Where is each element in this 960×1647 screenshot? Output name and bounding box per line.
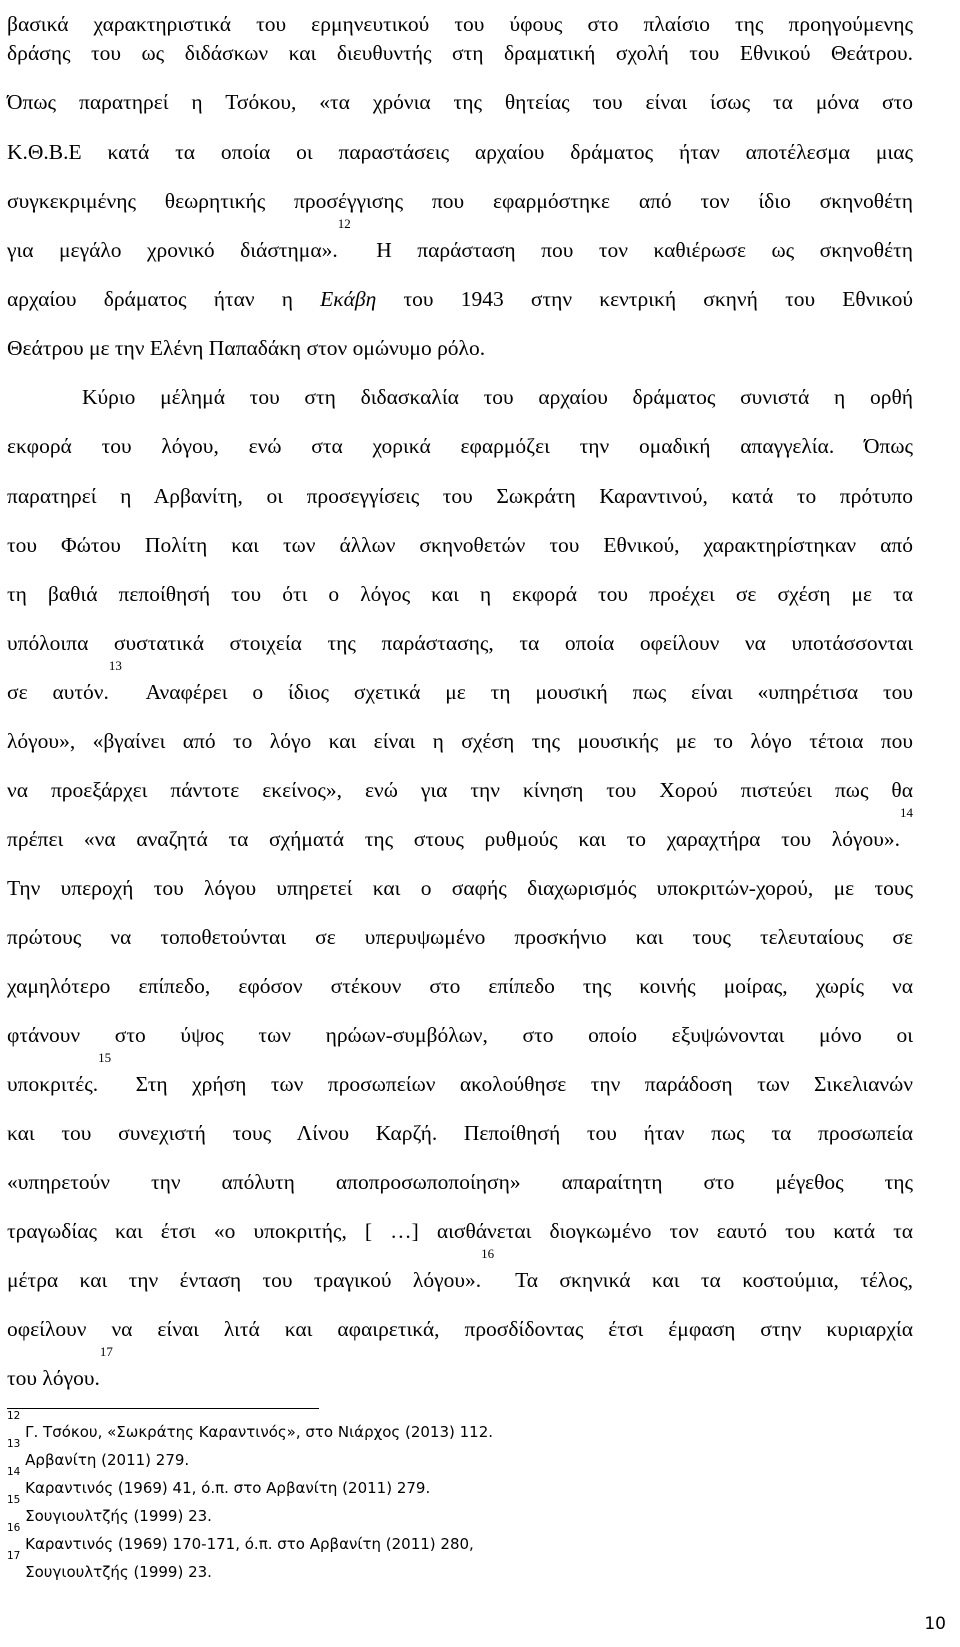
body-line — [7, 1050, 913, 1108]
text-run: φτάνουν στο ύψος των ηρώων-συμβόλων, στο οποίο εξυψώνονται μόνο οι — [7, 1023, 913, 1047]
body-line — [7, 1207, 913, 1255]
text-run: Τα σκηνικά και τα κοστούμια, τέλος, — [494, 1268, 913, 1292]
text-run: Κύριο μέλημά του στη διδασκαλία του αρχαίου δράματος συνιστά η ορθή — [82, 385, 913, 409]
body-line — [7, 29, 913, 77]
paragraph-first-line — [82, 373, 913, 421]
text-run: Την υπεροχή του λόγου υπηρετεί και ο σαφής διαχωρισμός υποκριτών-χορού, με τους — [7, 876, 913, 900]
footnote-text: Σουγιουλτζής (1999) 23. — [25, 1507, 212, 1525]
footnote-text: Καραντινός (1969) 41, ό.π. στο Αρβανίτη (2011) 279. — [25, 1479, 431, 1497]
text-run: πρέπει «να αναζητά τα σχήματά της στους ρυθμούς και το χαραχτήρα του λόγου». — [7, 827, 900, 851]
footnote — [7, 1438, 190, 1474]
footnote-text: Σουγιουλτζής (1999) 23. — [25, 1563, 212, 1581]
body-line — [7, 864, 913, 912]
footnote — [7, 1522, 474, 1558]
text-run: Αναφέρει ο ίδιος σχετικά με τη μουσική πως είναι «υπηρέτισα του — [121, 680, 913, 704]
text-run: για μεγάλο χρονικό διάστημα». — [7, 238, 338, 262]
text-run: βασικά χαρακτηριστικά του ερμηνευτικού του ύφους στο πλαίσιο της προηγούμενης — [7, 12, 913, 36]
text-run: Όπως παρατηρεί η Τσόκου, «τα χρόνια της θητείας του είναι ίσως τα μόνα στο — [7, 90, 913, 114]
body-line — [7, 1246, 913, 1304]
footnote — [7, 1550, 212, 1586]
body-line — [7, 1305, 913, 1353]
body-line — [7, 472, 913, 520]
body-line — [7, 913, 913, 961]
footnote-number: 15 — [7, 1494, 21, 1506]
footnote-number: 17 — [7, 1550, 21, 1562]
text-run: υπόλοιπα συστατικά στοιχεία της παράστασης, τα οποία οφείλουν να υποτάσσονται — [7, 631, 913, 655]
body-line — [7, 177, 913, 225]
footnote-text: Γ. Τσόκου, «Σωκράτης Καραντινός», στο Νιάρχος (2013) 112. — [25, 1423, 494, 1441]
footnote-reference: 12 — [337, 216, 351, 231]
text-run: σε αυτόν. — [7, 680, 109, 704]
text-run: χαμηλότερο επίπεδο, εφόσον στέκουν στο επίπεδο της κοινής μοίρας, χωρίς να — [7, 974, 913, 998]
body-line — [7, 805, 913, 863]
footnote-number: 12 — [7, 1410, 21, 1422]
footnote-reference: 14 — [900, 805, 913, 820]
body-line — [7, 1344, 913, 1402]
text-run: παρατηρεί η Αρβανίτη, οι προσεγγίσεις του Σωκράτη Καραντινού, κατά το πρότυπο — [7, 484, 913, 508]
text-run: και του συνεχιστή τους Λίνου Καρζή. Πεποίθησή του ήταν πως τα προσωπεία — [7, 1121, 913, 1145]
footnote-reference: 15 — [98, 1050, 112, 1065]
text-run: δράσης του ως διδάσκων και διευθυντής στη δραματική σχολή του Εθνικού Θεάτρου. — [7, 41, 913, 65]
footnote-separator — [7, 1408, 319, 1409]
body-line — [7, 128, 913, 176]
text-run: να προεξάρχει πάντοτε εκείνος», ενώ για την κίνηση του Χορού πιστεύει πως θα — [7, 778, 913, 802]
text-run: Στη χρήση των προσωπείων ακολούθησε την παράδοση των Σικελιανών — [111, 1072, 913, 1096]
footnote-text: Καραντινός (1969) 170-171, ό.π. στο Αρβανίτη (2011) 280, — [25, 1535, 474, 1553]
footnote-number: 16 — [7, 1522, 21, 1534]
body-line — [7, 766, 913, 814]
text-run: τη βαθιά πεποίθησή του ότι ο λόγος και η εκφορά του προέχει σε σχέση με τα — [7, 582, 913, 606]
body-line — [7, 717, 913, 765]
footnote-number: 14 — [7, 1466, 21, 1478]
body-line — [7, 1158, 913, 1206]
text-run: αρχαίου δράματος ήταν η — [7, 287, 321, 311]
body-line — [7, 275, 913, 323]
text-run: Η παράσταση που τον καθιέρωσε ως σκηνοθέτη — [350, 238, 913, 262]
footnote-reference: 16 — [481, 1246, 495, 1261]
footnote — [7, 1466, 431, 1502]
body-line — [7, 658, 913, 716]
text-run: μέτρα και την ένταση του τραγικού λόγου». — [7, 1268, 482, 1292]
footnote — [7, 1494, 212, 1530]
footnote — [7, 1410, 494, 1446]
text-run: λόγου», «βγαίνει από το λόγο και είναι η σχέση της μουσικής με το λόγο τέτοια που — [7, 729, 913, 753]
body-line — [7, 422, 913, 470]
footnote-text: Αρβανίτη (2011) 279. — [25, 1451, 190, 1469]
text-run: πρώτους να τοποθετούνται σε υπερυψωμένο προσκήνιο και τους τελευταίους σε — [7, 925, 913, 949]
footnote-reference: 13 — [108, 658, 122, 673]
text-run: Θεάτρου με την Ελένη Παπαδάκη στον ομώνυμο ρόλο. — [7, 336, 486, 360]
text-run: τραγωδίας και έτσι «ο υποκριτής, [ …] αισθάνεται διογκωμένο τον εαυτό του κατά τα — [7, 1219, 913, 1243]
text-run: οφείλουν να είναι λιτά και αφαιρετικά, προσδίδοντας έτσι έμφαση στην κυριαρχία — [7, 1317, 913, 1341]
text-run: του Φώτου Πολίτη και των άλλων σκηνοθετών του Εθνικού, χαρακτηρίστηκαν από — [7, 533, 913, 557]
body-line — [7, 570, 913, 618]
footnote-reference: 17 — [99, 1344, 113, 1359]
footnote-number: 13 — [7, 1438, 21, 1450]
body-line — [7, 324, 913, 372]
text-run: Κ.Θ.Β.Ε κατά τα οποία οι παραστάσεις αρχαίου δράματος ήταν αποτέλεσμα μιας — [7, 140, 913, 164]
text-run: «υπηρετούν την απόλυτη αποπροσωποποίηση» απαραίτητη στο μέγεθος της — [7, 1170, 913, 1194]
text-run: του λόγου. — [7, 1366, 100, 1390]
text-run: του 1943 στην κεντρική σκηνή του Εθνικού — [376, 287, 913, 311]
body-line — [7, 216, 913, 274]
body-line — [7, 521, 913, 569]
text-run: υποκριτές. — [7, 1072, 99, 1096]
text-run: συγκεκριμένης θεωρητικής προσέγγισης που εφαρμόστηκε από τον ίδιο σκηνοθέτη — [7, 189, 913, 213]
body-line — [7, 619, 913, 667]
body-line — [7, 78, 913, 126]
body-line — [7, 1109, 913, 1157]
body-line — [7, 1011, 913, 1059]
body-line — [7, 962, 913, 1010]
page-number: 10 — [924, 1614, 946, 1634]
play-title: Εκάβη — [320, 287, 377, 311]
text-run: εκφορά του λόγου, ενώ στα χορικά εφαρμόζει την ομαδική απαγγελία. Όπως — [7, 434, 913, 458]
